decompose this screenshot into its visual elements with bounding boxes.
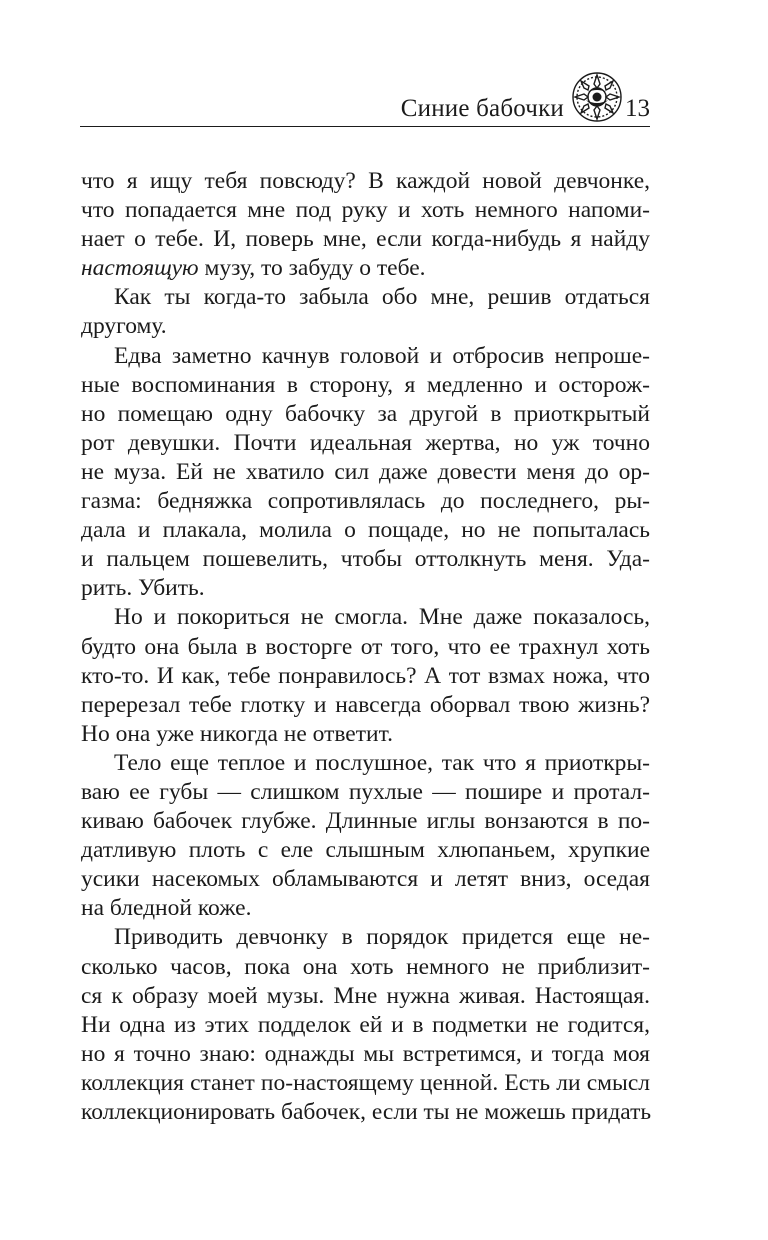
text-line: нает о тебе. И, поверь мне, если когда-нибудь я найду bbox=[81, 226, 650, 253]
text-line: ся к образу моей музы. Мне нужна живая. Настоящая. bbox=[81, 982, 650, 1009]
body-text bbox=[81, 167, 650, 1127]
italic-word: настоящую bbox=[81, 255, 199, 282]
ornamental-medallion-icon bbox=[570, 70, 624, 124]
text-line: Приводить девчонку в порядок придется еще не- bbox=[114, 924, 650, 951]
text-line: кто-то. И как, тебе понравилось? А тот взмах ножа, что bbox=[81, 662, 650, 689]
running-header bbox=[80, 70, 650, 128]
book-title: Синие бабочки bbox=[400, 95, 564, 122]
text-line: рить. Убить. bbox=[81, 575, 205, 602]
text-fragment: музу, то забуду о тебе. bbox=[198, 255, 426, 282]
text-line: рот девушки. Почти идеальная жертва, но уж точно bbox=[81, 429, 650, 456]
text-line: ные воспоминания в сторону, я медленно и осторож- bbox=[81, 371, 650, 398]
paragraph bbox=[81, 342, 650, 604]
paragraph bbox=[81, 923, 650, 1127]
text-line: ваю ее губы — слишком пухлые — пошире и протал- bbox=[81, 778, 650, 805]
text-line: коллекционировать бабочек, если ты не можешь придать bbox=[81, 1099, 652, 1125]
text-line: другому. bbox=[81, 313, 167, 340]
header-rule bbox=[80, 126, 650, 127]
text-line: на бледной коже. bbox=[81, 895, 252, 922]
text-line: будто она была в восторге от того, что ее трахнул хоть bbox=[81, 633, 650, 660]
text-line: Но и покориться не смогла. Мне даже показалось, bbox=[114, 604, 650, 631]
text-line: что попадается мне под руку и хоть немного напоми- bbox=[81, 197, 650, 224]
text-line: усики насекомых обламываются и летят вниз, оседая bbox=[81, 866, 650, 893]
text-line: Но она уже никогда не ответит. bbox=[81, 720, 393, 747]
text-line: коллекция станет по-настоящему ценной. Есть ли смысл bbox=[81, 1069, 650, 1096]
text-line: и пальцем пошевелить, чтобы оттолкнуть меня. Уда- bbox=[81, 546, 650, 573]
text-line: Тело еще теплое и послушное, так что я приоткры- bbox=[114, 749, 650, 776]
text-line: газма: бедняжка сопротивлялась до последнего, ры- bbox=[81, 488, 650, 515]
text-line: но я точно знаю: однажды мы встретимся, и тогда моя bbox=[81, 1040, 650, 1067]
text-line: киваю бабочек глубже. Длинные иглы вонзаются в по- bbox=[81, 808, 650, 835]
paragraph bbox=[81, 283, 650, 341]
page-number: 13 bbox=[625, 95, 650, 122]
text-line: датливую плоть с еле слышным хлюпаньем, хрупкие bbox=[81, 837, 650, 864]
text-line: но помещаю одну бабочку за другой в приоткрытый bbox=[81, 400, 650, 427]
text-line: Ни одна из этих подделок ей и в подметки не годится, bbox=[81, 1011, 650, 1038]
text-line: сколько часов, пока она хоть немного не приблизит- bbox=[81, 953, 650, 980]
text-line: Едва заметно качнув головой и отбросив непроше- bbox=[114, 342, 650, 369]
paragraph bbox=[81, 749, 650, 924]
text-line: дала и плакала, молила о пощаде, но не попыталась bbox=[81, 517, 650, 544]
text-line: что я ищу тебя повсюду? В каждой новой девчонке, bbox=[81, 168, 650, 194]
paragraph bbox=[81, 603, 650, 748]
text-line: Как ты когда-то забыла обо мне, решив отдаться bbox=[114, 284, 650, 311]
text-line: не муза. Ей не хватило сил даже довести меня до ор- bbox=[81, 458, 650, 485]
text-line: перерезал тебе глотку и навсегда оборвал твою жизнь? bbox=[81, 691, 650, 718]
text-line bbox=[81, 254, 650, 283]
paragraph bbox=[81, 167, 650, 283]
